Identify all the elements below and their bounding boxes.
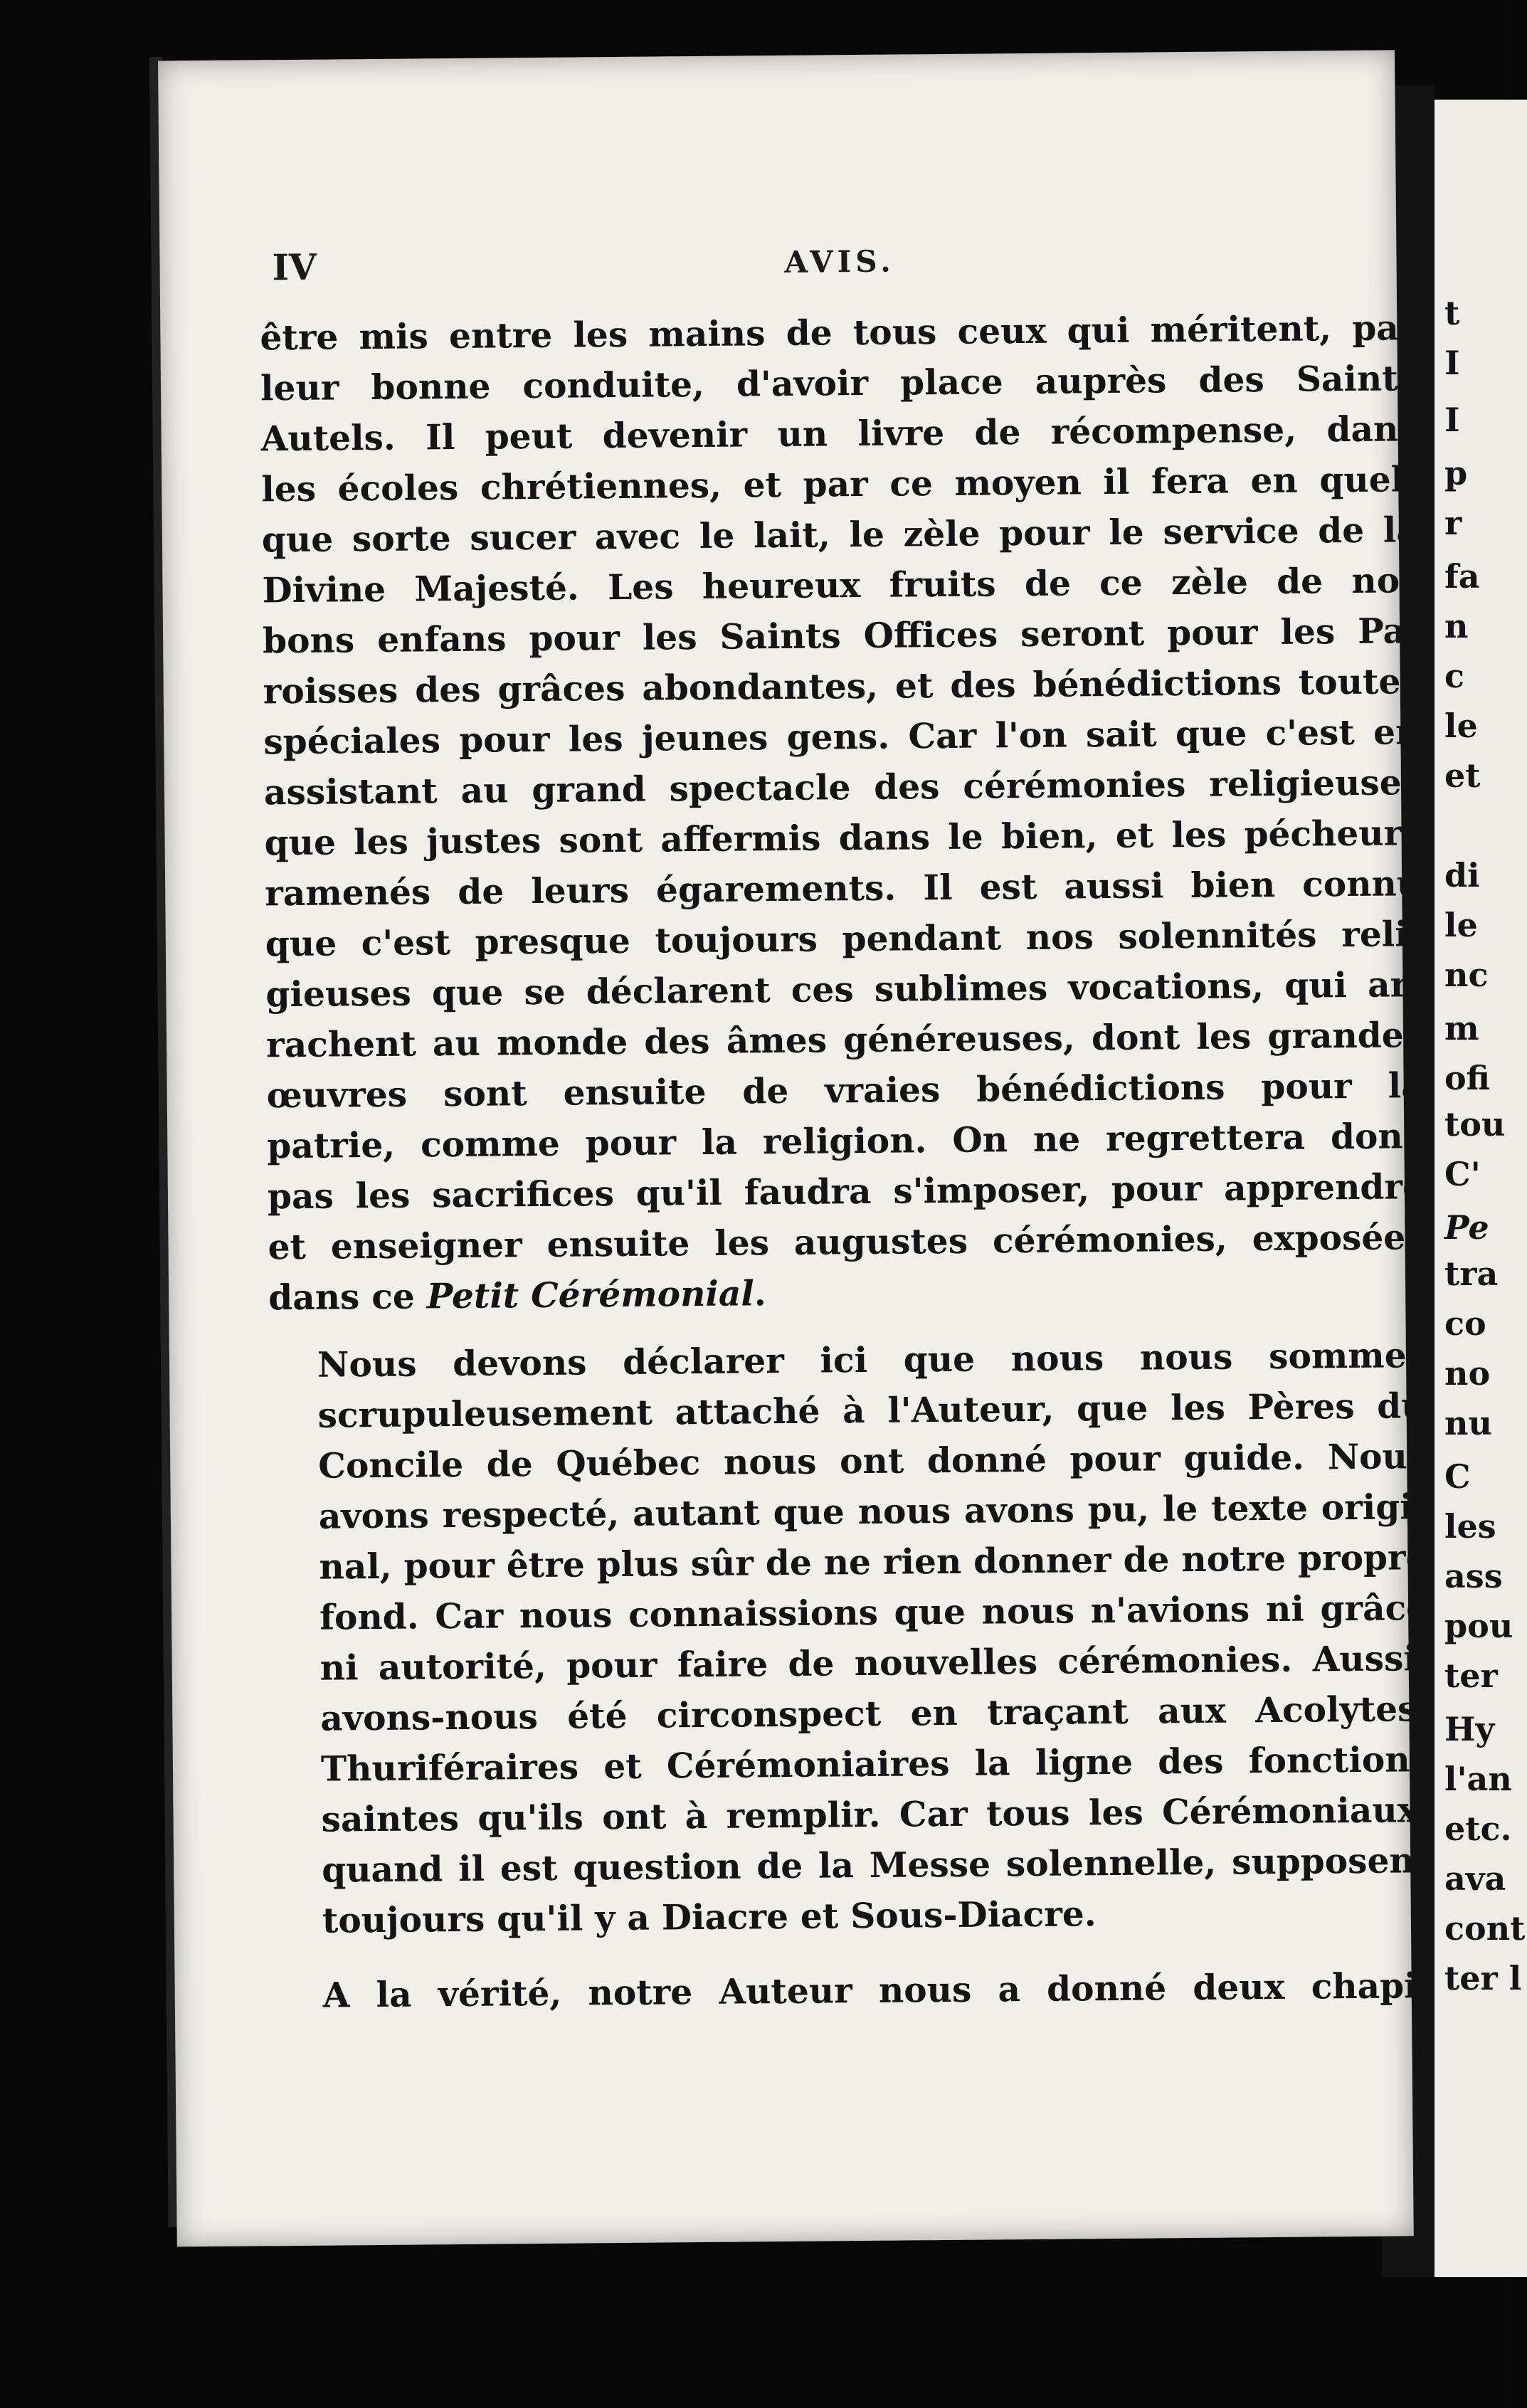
text-line: que c'est presque toujours pendant nos solennités reli- bbox=[265, 914, 1423, 965]
paragraph-2 bbox=[269, 1330, 1431, 1946]
text-line: saintes qu'ils ont à remplir. Car tous les Cérémoniaux, bbox=[321, 1790, 1430, 1840]
running-title: AVIS. bbox=[784, 243, 895, 280]
text-line: les écoles chrétiennes, et par ce moyen il fera en quel- bbox=[261, 459, 1419, 510]
facing-page-fragment: pou bbox=[1444, 1607, 1513, 1645]
text-line: spéciales pour les jeunes gens. Car l'on sait que c'est en bbox=[263, 712, 1421, 763]
facing-page-fragment: et bbox=[1444, 756, 1481, 795]
text-line: pas les sacrifices qu'il faudra s'imposer, pour apprendre bbox=[267, 1166, 1425, 1218]
facing-page-fragment: no bbox=[1444, 1354, 1491, 1393]
facing-page-fragment: fa bbox=[1444, 557, 1480, 596]
facing-page-fragment: ofi bbox=[1444, 1059, 1491, 1097]
text-line: ni autorité, pour faire de nouvelles cérémonies. Aussi, bbox=[319, 1638, 1429, 1689]
text-line: leur bonne conduite, d'avoir place auprès des Saints bbox=[260, 358, 1418, 409]
facing-page-fragment: les bbox=[1444, 1507, 1496, 1546]
facing-page-fragment: nc bbox=[1444, 956, 1489, 994]
text-line: toujours qu'il y a Diacre et Sous-Diacre. bbox=[322, 1894, 1097, 1941]
facing-page-fragment: cont bbox=[1444, 1909, 1526, 1948]
text-line: Autels. Il peut devenir un livre de récompense, dans bbox=[260, 408, 1418, 460]
text-line: quand il est question de la Messe solennelle, supposent bbox=[321, 1840, 1431, 1891]
facing-page-fragment: n bbox=[1444, 607, 1469, 645]
book-title-italic: Petit Cérémonial bbox=[426, 1273, 755, 1317]
facing-page-fragment: t bbox=[1444, 294, 1460, 332]
text-line: fond. Car nous connaissions que nous n'avions ni grâce bbox=[319, 1588, 1429, 1638]
text-fragment: . bbox=[754, 1273, 766, 1314]
facing-page-fragment: Pe bbox=[1444, 1208, 1489, 1247]
text-line: Thuriféraires et Cérémoniaires la ligne des fonctions bbox=[320, 1739, 1430, 1790]
text-line: assistant au grand spectacle des cérémonies religieuses bbox=[263, 762, 1422, 813]
text-line: rachent au monde des âmes généreuses, dont les grandes bbox=[265, 1015, 1424, 1066]
text-line: avons-nous été circonspect en traçant aux Acolytes, bbox=[320, 1689, 1430, 1739]
facing-page-fragment: ter bbox=[1444, 1657, 1498, 1695]
text-line-last bbox=[268, 1262, 1426, 1323]
text-line: que sorte sucer avec le lait, le zèle pour le service de la bbox=[261, 509, 1420, 561]
facing-page-fragment: le bbox=[1444, 707, 1478, 745]
page-body bbox=[260, 302, 1432, 2021]
book-page bbox=[158, 50, 1432, 2246]
facing-page-fragment: C' bbox=[1444, 1155, 1481, 1193]
text-line: gieuses que se déclarent ces sublimes vocations, qui ar- bbox=[265, 964, 1423, 1015]
facing-page-fragment: ter l bbox=[1444, 1959, 1522, 1997]
facing-page-fragment: I bbox=[1444, 344, 1460, 382]
text-line: avons respecté, autant que nous avons pu, le texte origi- bbox=[318, 1486, 1428, 1537]
facing-page-fragment: l'an bbox=[1444, 1760, 1512, 1798]
text-line: nal, pour être plus sûr de ne rien donner de notre propre bbox=[319, 1537, 1428, 1588]
text-line: roisses des grâces abondantes, et des bénédictions toutes bbox=[263, 661, 1420, 712]
text-line: et enseigner ensuite les augustes cérémonies, exposées bbox=[268, 1217, 1425, 1268]
facing-page-fragment: m bbox=[1444, 1009, 1479, 1047]
text-line: patrie, comme pour la religion. On ne regrettera donc bbox=[267, 1116, 1425, 1167]
text-line: scrupuleusement attaché à l'Auteur, que les Pères du bbox=[317, 1385, 1427, 1436]
facing-page-fragment: ass bbox=[1444, 1557, 1503, 1595]
text-line: œuvres sont ensuite de vraies bénédictions pour la bbox=[266, 1065, 1424, 1116]
facing-page-fragment: tou bbox=[1444, 1105, 1506, 1144]
facing-page-fragment: C bbox=[1444, 1457, 1471, 1496]
facing-page-fragment: c bbox=[1444, 657, 1465, 695]
page-header bbox=[272, 238, 1269, 296]
paragraph-3 bbox=[274, 1960, 1432, 2021]
page-number: IV bbox=[272, 245, 317, 289]
facing-page-fragment: Hy bbox=[1444, 1710, 1495, 1748]
facing-page-fragment: I bbox=[1444, 401, 1460, 439]
paragraph-1 bbox=[260, 302, 1425, 1323]
text-line: ramenés de leurs égarements. Il est aussi bien connu bbox=[265, 863, 1422, 914]
facing-page-fragment: di bbox=[1444, 856, 1480, 894]
text-fragment: dans ce bbox=[268, 1276, 427, 1319]
facing-page-fragment: nu bbox=[1444, 1404, 1492, 1442]
facing-page-fragment: ava bbox=[1444, 1859, 1506, 1898]
facing-page-fragment: r bbox=[1444, 504, 1462, 542]
facing-page-fragment: etc. bbox=[1444, 1810, 1512, 1848]
facing-page-fragment: co bbox=[1444, 1304, 1486, 1343]
text-line: que les justes sont affermis dans le bien, et les pécheurs bbox=[264, 813, 1422, 864]
text-line: Nous devons déclarer ici que nous nous sommes bbox=[317, 1335, 1427, 1385]
facing-page-fragment: tra bbox=[1444, 1255, 1499, 1293]
text-line: Divine Majesté. Les heureux fruits de ce zèle de nos bbox=[262, 560, 1420, 611]
text-line: être mis entre les mains de tous ceux qui méritent, par bbox=[260, 307, 1417, 359]
facing-page-fragment: p bbox=[1444, 454, 1468, 492]
text-line: Concile de Québec nous ont donné pour guide. Nous bbox=[318, 1436, 1427, 1486]
facing-page-fragment: le bbox=[1444, 906, 1478, 944]
text-line: bons enfans pour les Saints Offices seront pour les Pa- bbox=[262, 611, 1420, 662]
text-line: A la vérité, notre Auteur nous a donné deux chapi- bbox=[322, 1965, 1432, 2016]
